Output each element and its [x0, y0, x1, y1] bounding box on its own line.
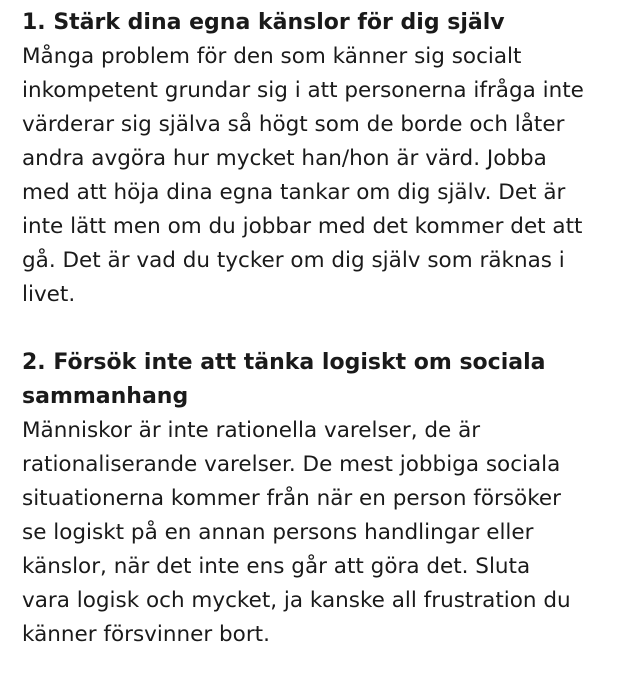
section-paragraph — [22, 40, 630, 312]
article — [22, 6, 630, 686]
paragraph-line: känslor, när det inte ens går att göra det. Sluta — [22, 554, 531, 579]
paragraph-line: känner försvinner bort. — [22, 622, 270, 647]
paragraph-line: inkompetent grundar sig i att personerna ifråga inte — [22, 78, 584, 103]
paragraph-line: se logiskt på en annan persons handlingar eller — [22, 520, 534, 545]
paragraph-line: Många problem för den som känner sig socialt — [22, 44, 522, 69]
paragraph-line: gå. Det är vad du tycker om dig själv som räknas i — [22, 248, 565, 273]
section-heading — [22, 346, 630, 414]
paragraph-line: rationaliserande varelser. De mest jobbiga sociala — [22, 452, 561, 477]
paragraph-line: inte lätt men om du jobbar med det kommer det att — [22, 214, 583, 239]
heading-line: 1. Stärk dina egna känslor för dig själv — [22, 10, 505, 35]
paragraph-line: vara logisk och mycket, ja kanske all frustration du — [22, 588, 571, 613]
section-1 — [22, 6, 630, 312]
heading-line: 2. Försök inte att tänka logiskt om sociala — [22, 350, 546, 375]
paragraph-line: med att höja dina egna tankar om dig själv. Det är — [22, 180, 566, 205]
paragraph-line: livet. — [22, 282, 76, 307]
paragraph-line: andra avgöra hur mycket han/hon är värd. Jobba — [22, 146, 547, 171]
section-heading — [22, 6, 630, 40]
heading-line: sammanhang — [22, 384, 189, 409]
paragraph-line: Människor är inte rationella varelser, de är — [22, 418, 481, 443]
paragraph-line: situationerna kommer från när en person försöker — [22, 486, 561, 511]
paragraph-line: värderar sig själva så högt som de borde och låter — [22, 112, 565, 137]
section-paragraph — [22, 414, 630, 652]
section-2 — [22, 346, 630, 652]
